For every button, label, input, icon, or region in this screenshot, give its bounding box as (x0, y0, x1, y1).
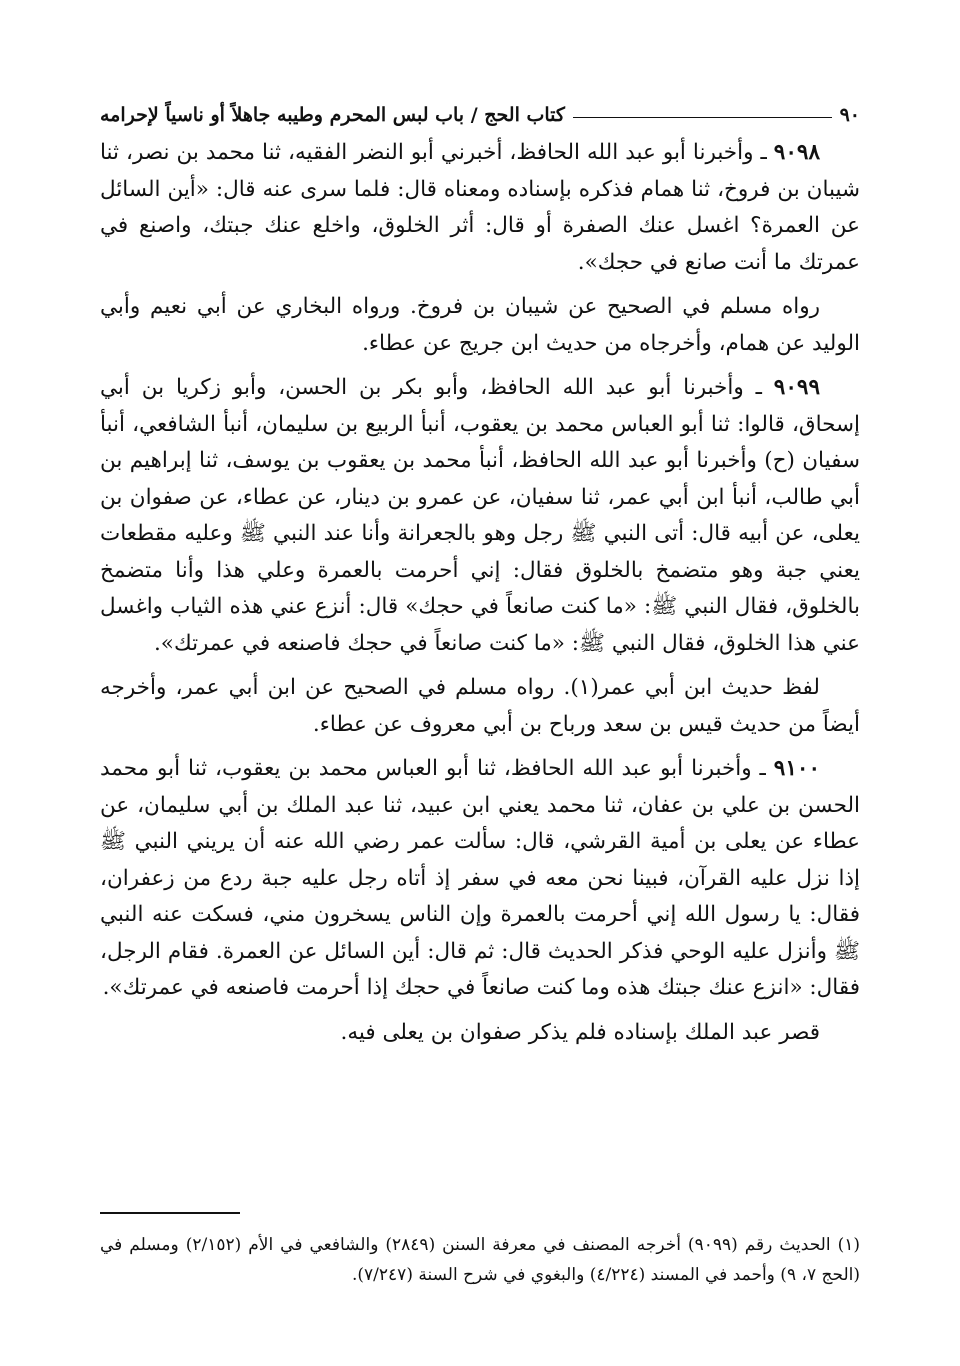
hadith-9099 (100, 370, 860, 662)
hadith-9100 (100, 751, 860, 1007)
page-header (100, 86, 860, 126)
paragraph-text: رواه مسلم في الصحيح عن شيبان بن فروخ. ورواه البخاري عن أبي نعيم وأبي الوليد عن همام، وأخرجاه من حديث ابن جريج عن عطاء. (100, 294, 860, 356)
hadith-number: ٩٠٩٨ (773, 140, 820, 165)
hadith-number: ٩٠٩٩ (773, 375, 820, 400)
hadith-number: ٩١٠٠ (773, 756, 820, 781)
footnotes (100, 1230, 860, 1290)
running-title: كتاب الحج / باب لبس المحرم وطيبه جاهلاً أو ناسياً لإحرامه (100, 104, 565, 126)
commentary-paragraph (100, 670, 860, 743)
paragraph-text: ـ وأخبرنا أبو عبد الله الحافظ، وأبو بكر بن الحسن، وأبو زكريا بن أبي إسحاق، قالوا: ثنا أبو العباس محمد بن يعقوب، أنبأ الربيع بن سليمان، أنبأ الشافعي، أنبأ سفيان (ح) وأخبرنا أبو عبد الله الحافظ، أنبأ محمد بن يعقوب بن يوسف، ثنا إبراهيم بن أبي طالب، أنبأ ابن أبي عمر، ثنا سفيان، عن عمرو بن دينار، عن عطاء، عن صفوان بن يعلى، عن أبيه قال: أتى النبي ﷺ رجل وهو بالجعرانة وأنا عند النبي ﷺ وعليه مقطعات يعني جبة وهو متضمخ بالخلوق فقال: إني أحرمت بالعمرة وعلي هذا وأنا متضمخ بالخلوق، فقال النبي ﷺ: «ما كنت صانعاً في حجك» قال: أنزع عني هذه الثياب واغسل عني هذا الخلوق، فقال النبي ﷺ: «ما كنت صانعاً في حجك فاصنعه في عمرتك». (100, 375, 860, 656)
hadith-9098 (100, 135, 860, 281)
footnote-separator (100, 1212, 240, 1214)
commentary-paragraph (100, 1015, 860, 1052)
page-number: ٩٠ (839, 104, 860, 126)
footnote-1: (١) الحديث رقم (٩٠٩٩) أخرجه المصنف في معرفة السنن (٢٨٤٩) والشافعي في الأم (٢/١٥٢) ومسلم في (الحج ٧، ٩) وأحمد في المسند (٤/٢٢٤) والبغوي في شرح السنة (٧/٢٤٧). (100, 1235, 860, 1285)
commentary-paragraph (100, 289, 860, 362)
paragraph-text: ـ وأخبرنا أبو عبد الله الحافظ، أخبرني أبو النضر الفقيه، ثنا محمد بن نصر، ثنا شيبان بن فروخ، ثنا همام فذكره بإسناده ومعناه قال: فلما سرى عنه قال: «أين السائل عن العمرة؟ اغسل عنك الصفرة أو قال: أثر الخلوق، واخلع عنك جبتك، واصنع في عمرتك ما أنت صانع في حجك». (100, 140, 860, 275)
header-rule (573, 117, 832, 118)
main-text (100, 135, 860, 1059)
paragraph-text: لفظ حديث ابن أبي عمر(١). رواه مسلم في الصحيح عن ابن أبي عمر، وأخرجه أيضاً من حديث قيس بن سعد ورباح بن أبي معروف عن عطاء. (100, 675, 860, 737)
paragraph-text: قصر عبد الملك بإسناده فلم يذكر صفوان بن يعلى فيه. (340, 1019, 820, 1045)
paragraph-text: ـ وأخبرنا أبو عبد الله الحافظ، ثنا أبو العباس محمد بن يعقوب، ثنا أبو محمد الحسن بن علي بن عفان، ثنا محمد يعني ابن عبيد، ثنا عبد الملك بن أبي سليمان، عن عطاء عن يعلى بن أمية القرشي، قال: سألت عمر رضي الله عنه أن يريني النبي ﷺ إذا نزل عليه القرآن، فبينا نحن معه في سفر إذ أتاه رجل عليه جبة ردع من زعفران، فقال: يا رسول الله إني أحرمت بالعمرة وإن الناس يسخرون مني، فسكت عنه النبي ﷺ وأنزل عليه الوحي فذكر الحديث قال: ثم قال: أين السائل عن العمرة. فقام الرجل، فقال: «انزع عنك جبتك هذه وما كنت صانعاً في حجك إذا أحرمت فاصنعه في عمرتك». (100, 756, 860, 1000)
